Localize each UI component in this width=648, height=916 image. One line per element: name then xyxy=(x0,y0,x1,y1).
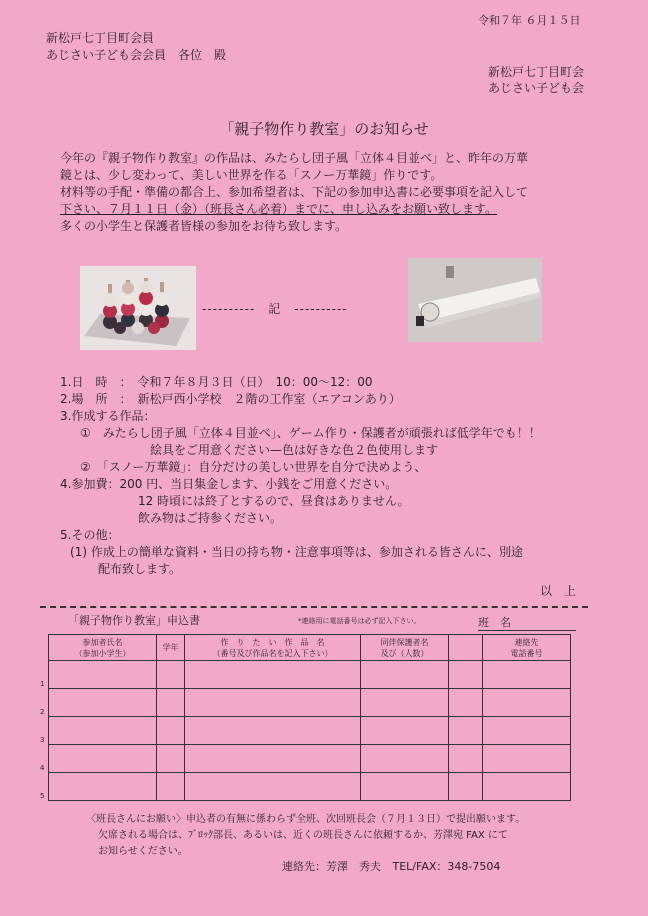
intro-text xyxy=(60,150,620,235)
contact-name: 連絡先：芳澤 秀夫 xyxy=(282,860,381,873)
detail-works-heading: 3.作成する作品： xyxy=(60,409,156,423)
row-number-3: 3 xyxy=(40,736,45,744)
intro-line-4: 下さい、７月１１日（金）（班長さん必着）までに、申し込みをお願い致します。 xyxy=(60,202,498,216)
table-row xyxy=(49,689,571,717)
contact-info xyxy=(282,858,508,874)
form-cell[interactable] xyxy=(449,717,483,745)
detail-work-2: ② 「スノー万華鏡」：自分だけの美しい世界を自分で決めよう、 xyxy=(80,460,427,474)
intro-line-2: 鏡とは、少し変わって、美しい世界を作る「スノー万華鏡」作りです。 xyxy=(60,168,443,182)
form-cell[interactable] xyxy=(49,661,157,689)
form-cell[interactable] xyxy=(361,661,449,689)
kaleidoscope-photo xyxy=(408,258,542,342)
detail-date: 1.日 時 ： 令和７年８月３日（日） 10：00～12：00 xyxy=(60,375,373,389)
detail-other-heading: 5.その他： xyxy=(60,528,120,542)
form-cell[interactable] xyxy=(157,717,185,745)
form-title: 「親子物作り教室」申込書 xyxy=(68,614,200,627)
form-cell[interactable] xyxy=(157,773,185,801)
form-cell[interactable] xyxy=(361,773,449,801)
event-details xyxy=(60,374,620,578)
recipients xyxy=(46,30,226,64)
recipient-line-1: 新松戸七丁目町会員 xyxy=(46,31,155,45)
form-cell[interactable] xyxy=(185,717,361,745)
form-cell[interactable] xyxy=(449,689,483,717)
form-cell[interactable] xyxy=(483,661,571,689)
form-cell[interactable] xyxy=(483,689,571,717)
form-cell[interactable] xyxy=(49,773,157,801)
form-cell[interactable] xyxy=(361,689,449,717)
form-cell[interactable] xyxy=(49,689,157,717)
intro-line-1: 今年の『親子物作り教室』の作品は、みたらし団子風「立体４目並べ」と、昨年の万華 xyxy=(60,151,529,165)
cut-line xyxy=(40,606,588,608)
closing-ijo: 以 上 xyxy=(540,584,577,598)
dango-game-photo xyxy=(80,266,196,350)
contact-tel: TEL/FAX：348-7504 xyxy=(392,860,501,873)
form-cell[interactable] xyxy=(449,745,483,773)
col-blank xyxy=(449,635,483,661)
col-work-name: 作 り た い 作 品 名 （番号及び作品名を記入下さい） xyxy=(185,635,361,661)
row-number-1: 1 xyxy=(40,680,45,688)
form-cell[interactable] xyxy=(185,689,361,717)
sender xyxy=(488,64,584,96)
form-note: *連絡用に電話番号は必ず記入下さい。 xyxy=(298,617,421,625)
request-line-1: 〈班長さんにお願い〉申込者の有無に係わらず全班、次回班長会（７月１３日）で提出願います。 xyxy=(86,814,526,825)
form-cell[interactable] xyxy=(157,745,185,773)
application-form-table xyxy=(48,634,571,801)
row-number-2: 2 xyxy=(40,708,45,716)
form-cell[interactable] xyxy=(483,745,571,773)
request-line-3: お知らせください。 xyxy=(98,846,188,857)
table-row xyxy=(49,717,571,745)
detail-other-2: 配布致します。 xyxy=(98,562,182,576)
detail-fee: 4.参加費：200 円、当日集金します、小銭をご用意ください。 xyxy=(60,477,398,491)
intro-line-3: 材料等の手配・準備の都合上、参加希望者は、下記の参加申込書に必要事項を記入して xyxy=(60,185,529,199)
row-number-4: 4 xyxy=(40,764,45,772)
sender-line-2: あじさい子ども会 xyxy=(488,81,585,95)
detail-work-1-note: 絵具をご用意ください—色は好きな色２色使用します xyxy=(150,443,439,457)
form-cell[interactable] xyxy=(483,773,571,801)
form-cell[interactable] xyxy=(449,661,483,689)
ki-separator: ---------- 記 ---------- xyxy=(202,302,348,316)
form-cell[interactable] xyxy=(361,745,449,773)
form-cell[interactable] xyxy=(49,717,157,745)
form-cell[interactable] xyxy=(157,661,185,689)
form-cell[interactable] xyxy=(157,689,185,717)
han-name-label: 班 名 xyxy=(478,616,511,629)
form-cell[interactable] xyxy=(185,661,361,689)
form-cell[interactable] xyxy=(361,717,449,745)
detail-fee-3: 飲み物はご持参ください。 xyxy=(138,511,283,525)
col-grade: 学年 xyxy=(157,635,185,661)
form-cell[interactable] xyxy=(449,773,483,801)
table-row xyxy=(49,661,571,689)
col-participant-name: 参加者氏名 （参加小学生） xyxy=(49,635,157,661)
request-line-2: 欠席される場合は、ﾌﾞﾛｯｸ部長、あるいは、近くの班長さんに依頼するか、芳澤宛 FAX にて xyxy=(98,830,508,841)
leader-request xyxy=(86,812,606,860)
detail-place: 2.場 所 ： 新松戸西小学校 ２階の工作室（エアコンあり） xyxy=(60,392,401,406)
recipient-line-2: あじさい子ども会会員 各位 殿 xyxy=(46,48,227,62)
col-guardian: 同伴保護者名 及び（人数） xyxy=(361,635,449,661)
detail-fee-2: 12 時頃には終了とするので、昼食はありません。 xyxy=(138,494,410,508)
form-cell[interactable] xyxy=(185,745,361,773)
sender-line-1: 新松戸七丁目町会 xyxy=(488,65,585,79)
form-cell[interactable] xyxy=(483,717,571,745)
form-cell[interactable] xyxy=(49,745,157,773)
intro-line-5: 多くの小学生と保護者皆様の参加をお待ち致します。 xyxy=(60,219,348,233)
form-header-row xyxy=(49,635,571,661)
notice-title: 「親子物作り教室」のお知らせ xyxy=(219,120,429,138)
form-cell[interactable] xyxy=(185,773,361,801)
han-name-field[interactable] xyxy=(478,630,576,631)
row-number-5: 5 xyxy=(40,792,45,800)
detail-work-1: ① みたらし団子風「立体４目並べ」、ゲーム作り・保護者が頑張れば低学年でも！！ xyxy=(80,426,541,440)
col-phone: 連絡先 電話番号 xyxy=(483,635,571,661)
detail-other-1: (1) 作成上の簡単な資料・当日の持ち物・注意事項等は、参加される皆さんに、別途 xyxy=(70,545,523,559)
table-row xyxy=(49,745,571,773)
issue-date: 令和７年 ６月１５日 xyxy=(478,14,581,27)
table-row xyxy=(49,773,571,801)
